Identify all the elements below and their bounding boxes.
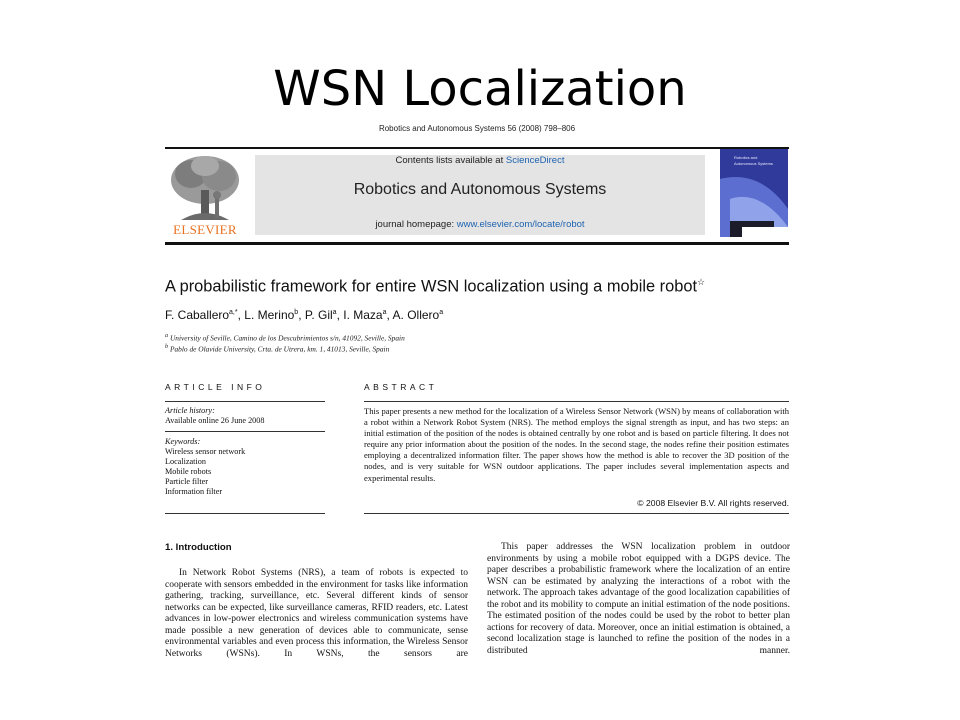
author-name: L. Merino bbox=[244, 308, 295, 322]
introduction-heading: 1. Introduction bbox=[165, 542, 232, 553]
affiliation-mark: b bbox=[165, 344, 169, 350]
cover-title-1: Robotics and bbox=[734, 155, 758, 160]
abstract-rule-top bbox=[364, 401, 789, 402]
author-affiliation-mark: a bbox=[439, 309, 444, 316]
journal-homepage-link[interactable]: www.elsevier.com/locate/robot bbox=[456, 219, 585, 230]
author-affiliation-mark: a bbox=[382, 309, 387, 316]
journal-citation: Robotics and Autonomous Systems 56 (2008) 798–806 bbox=[378, 124, 576, 133]
abstract-rule-bottom bbox=[364, 513, 789, 514]
author-name: F. Caballero bbox=[165, 308, 230, 322]
author-name: A. Ollero bbox=[392, 308, 440, 322]
author-list: F. Caballero$^{a,*}$, L. Merino$^b$, P. Gil$^a$, I. Maza$^a$, A. Ollero$^a$ bbox=[165, 308, 444, 322]
copyright-notice: © 2008 Elsevier B.V. All rights reserved. bbox=[637, 498, 789, 508]
abstract-text: This paper presents a new method for the localization of a Wireless Sensor Network (WSN) by means of collaboration with a robot within a Network Robot System (NRS). The method employs the signal strength as input, and has two steps: an initial estimation of the position of the nodes is obtained centrally by one robot and is based on particle filtering. It does not require any prior information about the position of the nodes. In the second stage, the nodes refine their position estimates employing a decentralized information filter. The paper shows how the method is able to recover the 3D position of the nodes, and is very suitable for WSN outdoor applications. The paper includes several implementation aspects and experimental results. bbox=[364, 406, 789, 483]
intro-left-column: In Network Robot Systems (NRS), a team of robots is expected to cooperate with sensors embedded in the environment for tasks like information gathering, tracking, surveillance, etc. Several different kinds of sensor networks can be expected, like surveillance cameras, RFID readers, etc. Latest advances in low-power electronics and wireless communication systems have made possible a new generation of devices able to communicate, sense environmental variables and even process this information, the Wireless Sensor Networks (WSNs). In WSNs, the sensors are bbox=[165, 568, 468, 659]
keyword-item: Particle filter bbox=[165, 477, 208, 486]
author-name: I. Maza bbox=[343, 308, 383, 322]
author-affiliation-mark: a bbox=[332, 309, 337, 316]
affiliation-b bbox=[165, 344, 389, 353]
slide-title: WSN Localization bbox=[273, 61, 687, 117]
keyword-item: Mobile robots bbox=[165, 467, 212, 476]
author-name: P. Gil bbox=[304, 308, 333, 322]
article-info-rule bbox=[165, 401, 325, 402]
keyword-item: Information filter bbox=[165, 487, 223, 496]
title-footnote-mark: ☆ bbox=[697, 277, 706, 287]
sciencedirect-link[interactable]: ScienceDirect bbox=[505, 155, 565, 166]
article-info-heading: ARTICLE INFO bbox=[165, 382, 266, 392]
affiliation-a bbox=[165, 333, 405, 342]
masthead-rule-top bbox=[165, 147, 789, 149]
affiliation-mark: a bbox=[165, 333, 169, 339]
keywords-block bbox=[165, 437, 325, 497]
author-affiliation-mark: a,* bbox=[229, 309, 238, 316]
author-affiliation-mark: b bbox=[294, 309, 299, 316]
cover-title-2: Autonomous Systems bbox=[734, 161, 773, 166]
homepage-line bbox=[255, 219, 705, 230]
keyword-item: Wireless sensor network bbox=[165, 447, 246, 456]
history-rule bbox=[165, 431, 325, 432]
publisher-name: ELSEVIER bbox=[173, 222, 237, 237]
history-value: Available online 26 June 2008 bbox=[165, 416, 265, 425]
affiliation-text: University of Seville, Camino de los Descubrimientos s/n, 41092, Seville, Spain bbox=[169, 333, 405, 343]
homepage-prefix: journal homepage: bbox=[375, 219, 457, 230]
masthead-rule-bottom bbox=[165, 242, 789, 245]
keyword-item: Localization bbox=[165, 457, 206, 466]
contents-line bbox=[255, 155, 705, 166]
journal-cover-image bbox=[720, 149, 788, 237]
keywords-rule bbox=[165, 513, 325, 514]
paper-title-text: A probabilistic framework for entire WSN localization using a mobile robot bbox=[165, 277, 698, 296]
affiliation-text: Pablo de Olavide University, Crta. de Utrera, km. 1, 41013, Seville, Spain bbox=[169, 344, 390, 354]
journal-name: Robotics and Autonomous Systems bbox=[353, 181, 607, 198]
contents-prefix: Contents lists available at bbox=[395, 155, 506, 166]
paper-title bbox=[165, 277, 789, 296]
intro-right-column: This paper addresses the WSN localization problem in outdoor environments by using a mobile robot equipped with a DGPS device. The paper describes a probabilistic framework where the localization of an entire WSN can be estimated by analyzing the interactions of a robot with the network. The approach takes advantage of the good localization capabilities of the robot and its mobility to compute an initial estimation of the node positions. The estimated position of the nodes could be used by the robot to better plan actions for recovery of data. Moreover, once an initial estimation is obtained, a second localization stage is launched to refine the position of the nodes in a distributed manner. bbox=[487, 542, 790, 656]
keywords-label: Keywords: bbox=[165, 437, 201, 446]
history-label: Article history: bbox=[165, 406, 215, 415]
article-history bbox=[165, 406, 325, 426]
abstract-heading: ABSTRACT bbox=[364, 382, 438, 392]
